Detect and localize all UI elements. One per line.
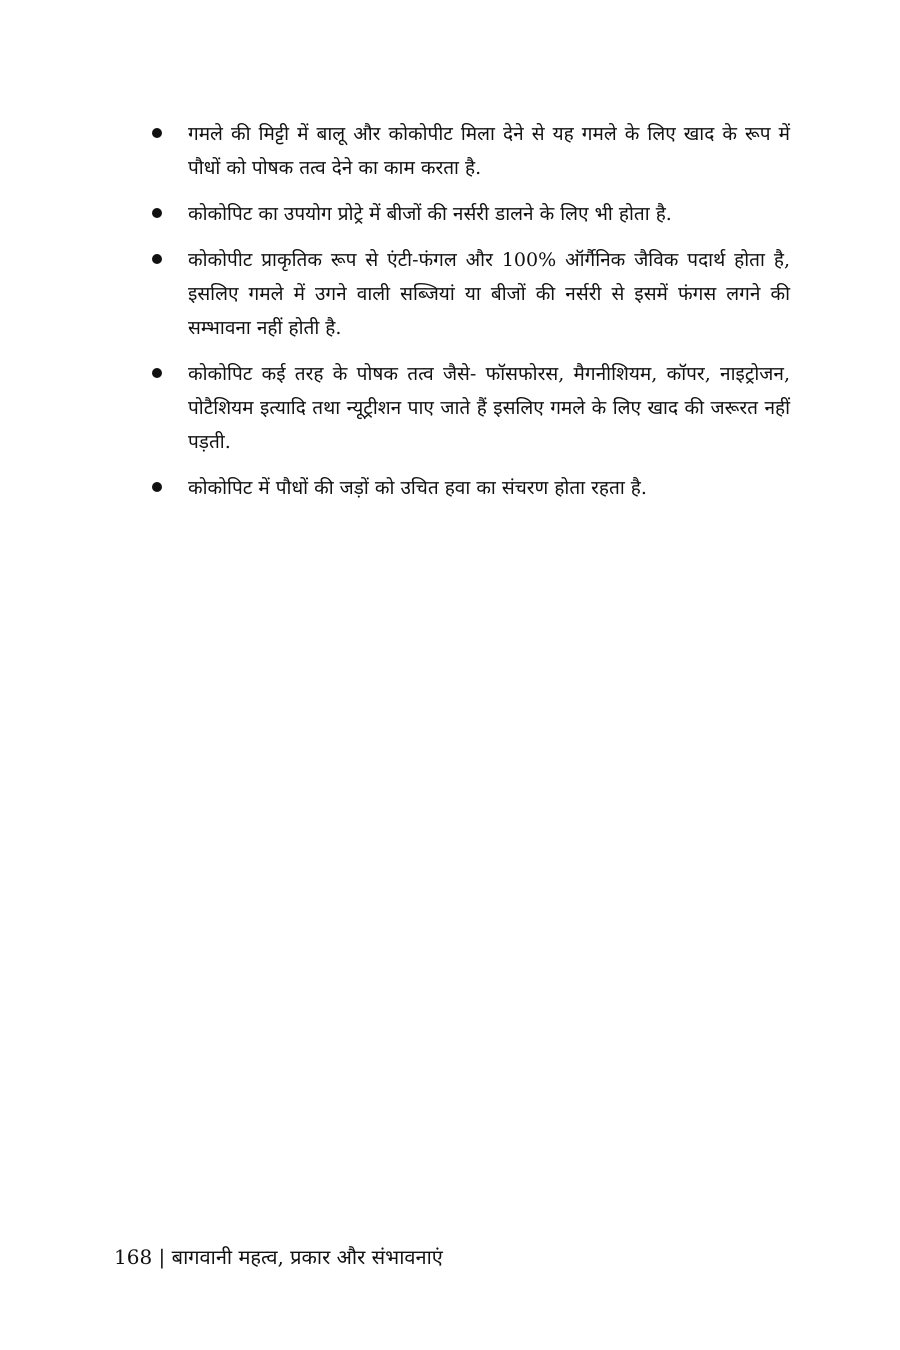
page-footer [114,1240,443,1274]
bullet-list [150,117,790,517]
list-item [150,117,790,185]
list-item-text: कोकोपिट का उपयोग प्रोट्रे में बीजों की नर्सरी डालने के लिए भी होता है. [188,203,672,225]
list-item [150,357,790,459]
list-item-text: गमले की मिट्टी में बालू और कोकोपीट मिला देने से यह गमले के लिए खाद के रूप में पौधों को पोषक तत्व देने का काम करता है. [188,123,790,179]
list-item [150,471,790,505]
page-number: 168 [114,1245,153,1269]
footer-separator: | [158,1245,166,1269]
bullet-point-icon [152,254,162,264]
bullet-point-icon [152,128,162,138]
bullet-point-icon [152,368,162,378]
list-item [150,197,790,231]
book-title: बागवानी महत्व, प्रकार और संभावनाएं [171,1245,443,1269]
list-item-text: कोकोपिट कई तरह के पोषक तत्व जैसे- फॉसफोरस, मैगनीशियम, कॉपर, नाइट्रोजन, पोटैशियम इत्यादि तथा न्यूट्रीशन पाए जाते हैं इसलिए गमले के लिए खाद की जरूरत नहीं पड़ती. [188,363,790,453]
bullet-point-icon [152,208,162,218]
list-item-text: कोकोपिट में पौधों की जड़ों को उचित हवा का संचरण होता रहता है. [188,477,647,499]
bullet-point-icon [152,482,162,492]
list-item-text: कोकोपीट प्राकृतिक रूप से एंटी-फंगल और 100% ऑर्गैनिक जैविक पदार्थ होता है, इसलिए गमले में उगने वाली सब्जियां या बीजों की नर्सरी से इसमें फंगस लगने की सम्भावना नहीं होती है. [188,249,790,339]
list-item [150,243,790,345]
